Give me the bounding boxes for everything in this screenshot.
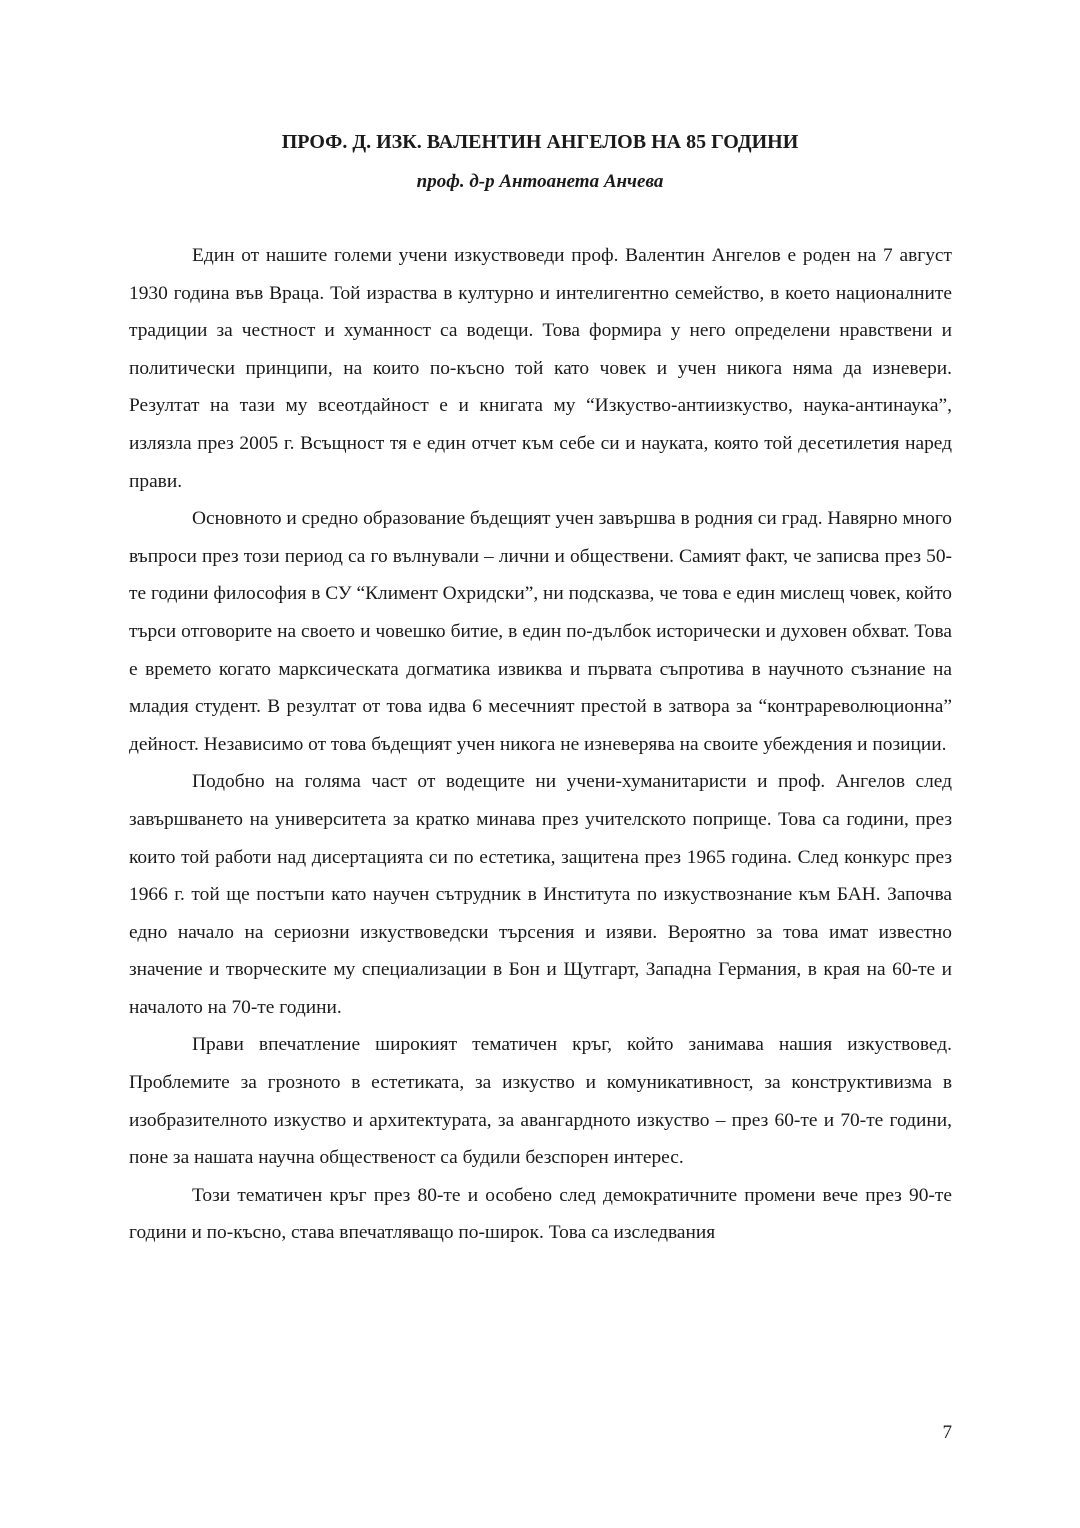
paragraph: Този тематичен кръг през 80-те и особено след демократичните промени вече през 90-те години и по-късно, става впечатляващо по-широк. Това са изследвания	[129, 1184, 952, 1244]
article-title: ПРОФ. Д. ИЗК. ВАЛЕНТИН АНГЕЛОВ НА 85 ГОДИНИ	[281, 131, 799, 153]
paragraph: Прави впечатление широкият тематичен кръг, който занимава нашия изкуствовед. Проблемите за грозното в естетиката, за изкуство и комуникативност, за конструктивизма в изобразителното изкуство и архитектурата, за авангардното изкуство – през 60-те и 70-те години, поне за нашата научна общественост са будили безспорен интерес.	[129, 1034, 952, 1169]
paragraph: Подобно на голяма част от водещите ни учени-хуманитаристи и проф. Ангелов след завършването на университета за кратко минава през учителското поприще. Това са години, през които той работи над дисертацията си по естетика, защитена през 1965 година. След конкурс през 1966 г. той ще постъпи като научен сътрудник в Института по изкуствознание към БАН. Започва едно начало на сериозни изкуствоведски търсения и изяви. Вероятно за това имат известно значение и творческите му специализации в Бон и Щутгарт, Западна Германия, в края на 60-те и началото на 70-те години.	[129, 771, 952, 1018]
paragraph: Един от нашите големи учени изкуствоведи проф. Валентин Ангелов е роден на 7 август 1930 година във Враца. Той израства в културно и интелигентно семейство, в което националните традиции за честност и хуманност са водещи. Това формира у него определени нравствени и политически принципи, на които по-късно той като човек и учен никога няма да изневери. Резултат на тази му всеотдайност е и книгата му “Изкуство-антиизкуство, наука-антинаука”, излязла през 2005 г. Всъщност тя е един отчет към себе си и науката, която той десетилетия наред прави.	[129, 245, 952, 492]
paragraph: Основното и средно образование бъдещият учен завършва в родния си град. Навярно много въпроси през този период са го вълнували – лични и обществени. Самият факт, че записва през 50-те години философия в СУ “Климент Охридски”, ни подсказва, че това е един мислещ човек, който търси отговорите на своето и човешко битие, в един по-дълбок исторически и духовен обхват. Това е времето когато марксическата догматика извиква и първата съпротива в научното съзнание на младия студент. В резултат от това идва 6 месечният престой в затвора за “контрареволюционна” дейност. Независимо от това бъдещият учен никога не изневерява на своите убеждения и позиции.	[129, 508, 952, 755]
article-author: проф. д-р Антоанета Анчева	[416, 171, 664, 192]
page-number: 7	[942, 1422, 952, 1443]
article-body	[129, 237, 952, 1252]
